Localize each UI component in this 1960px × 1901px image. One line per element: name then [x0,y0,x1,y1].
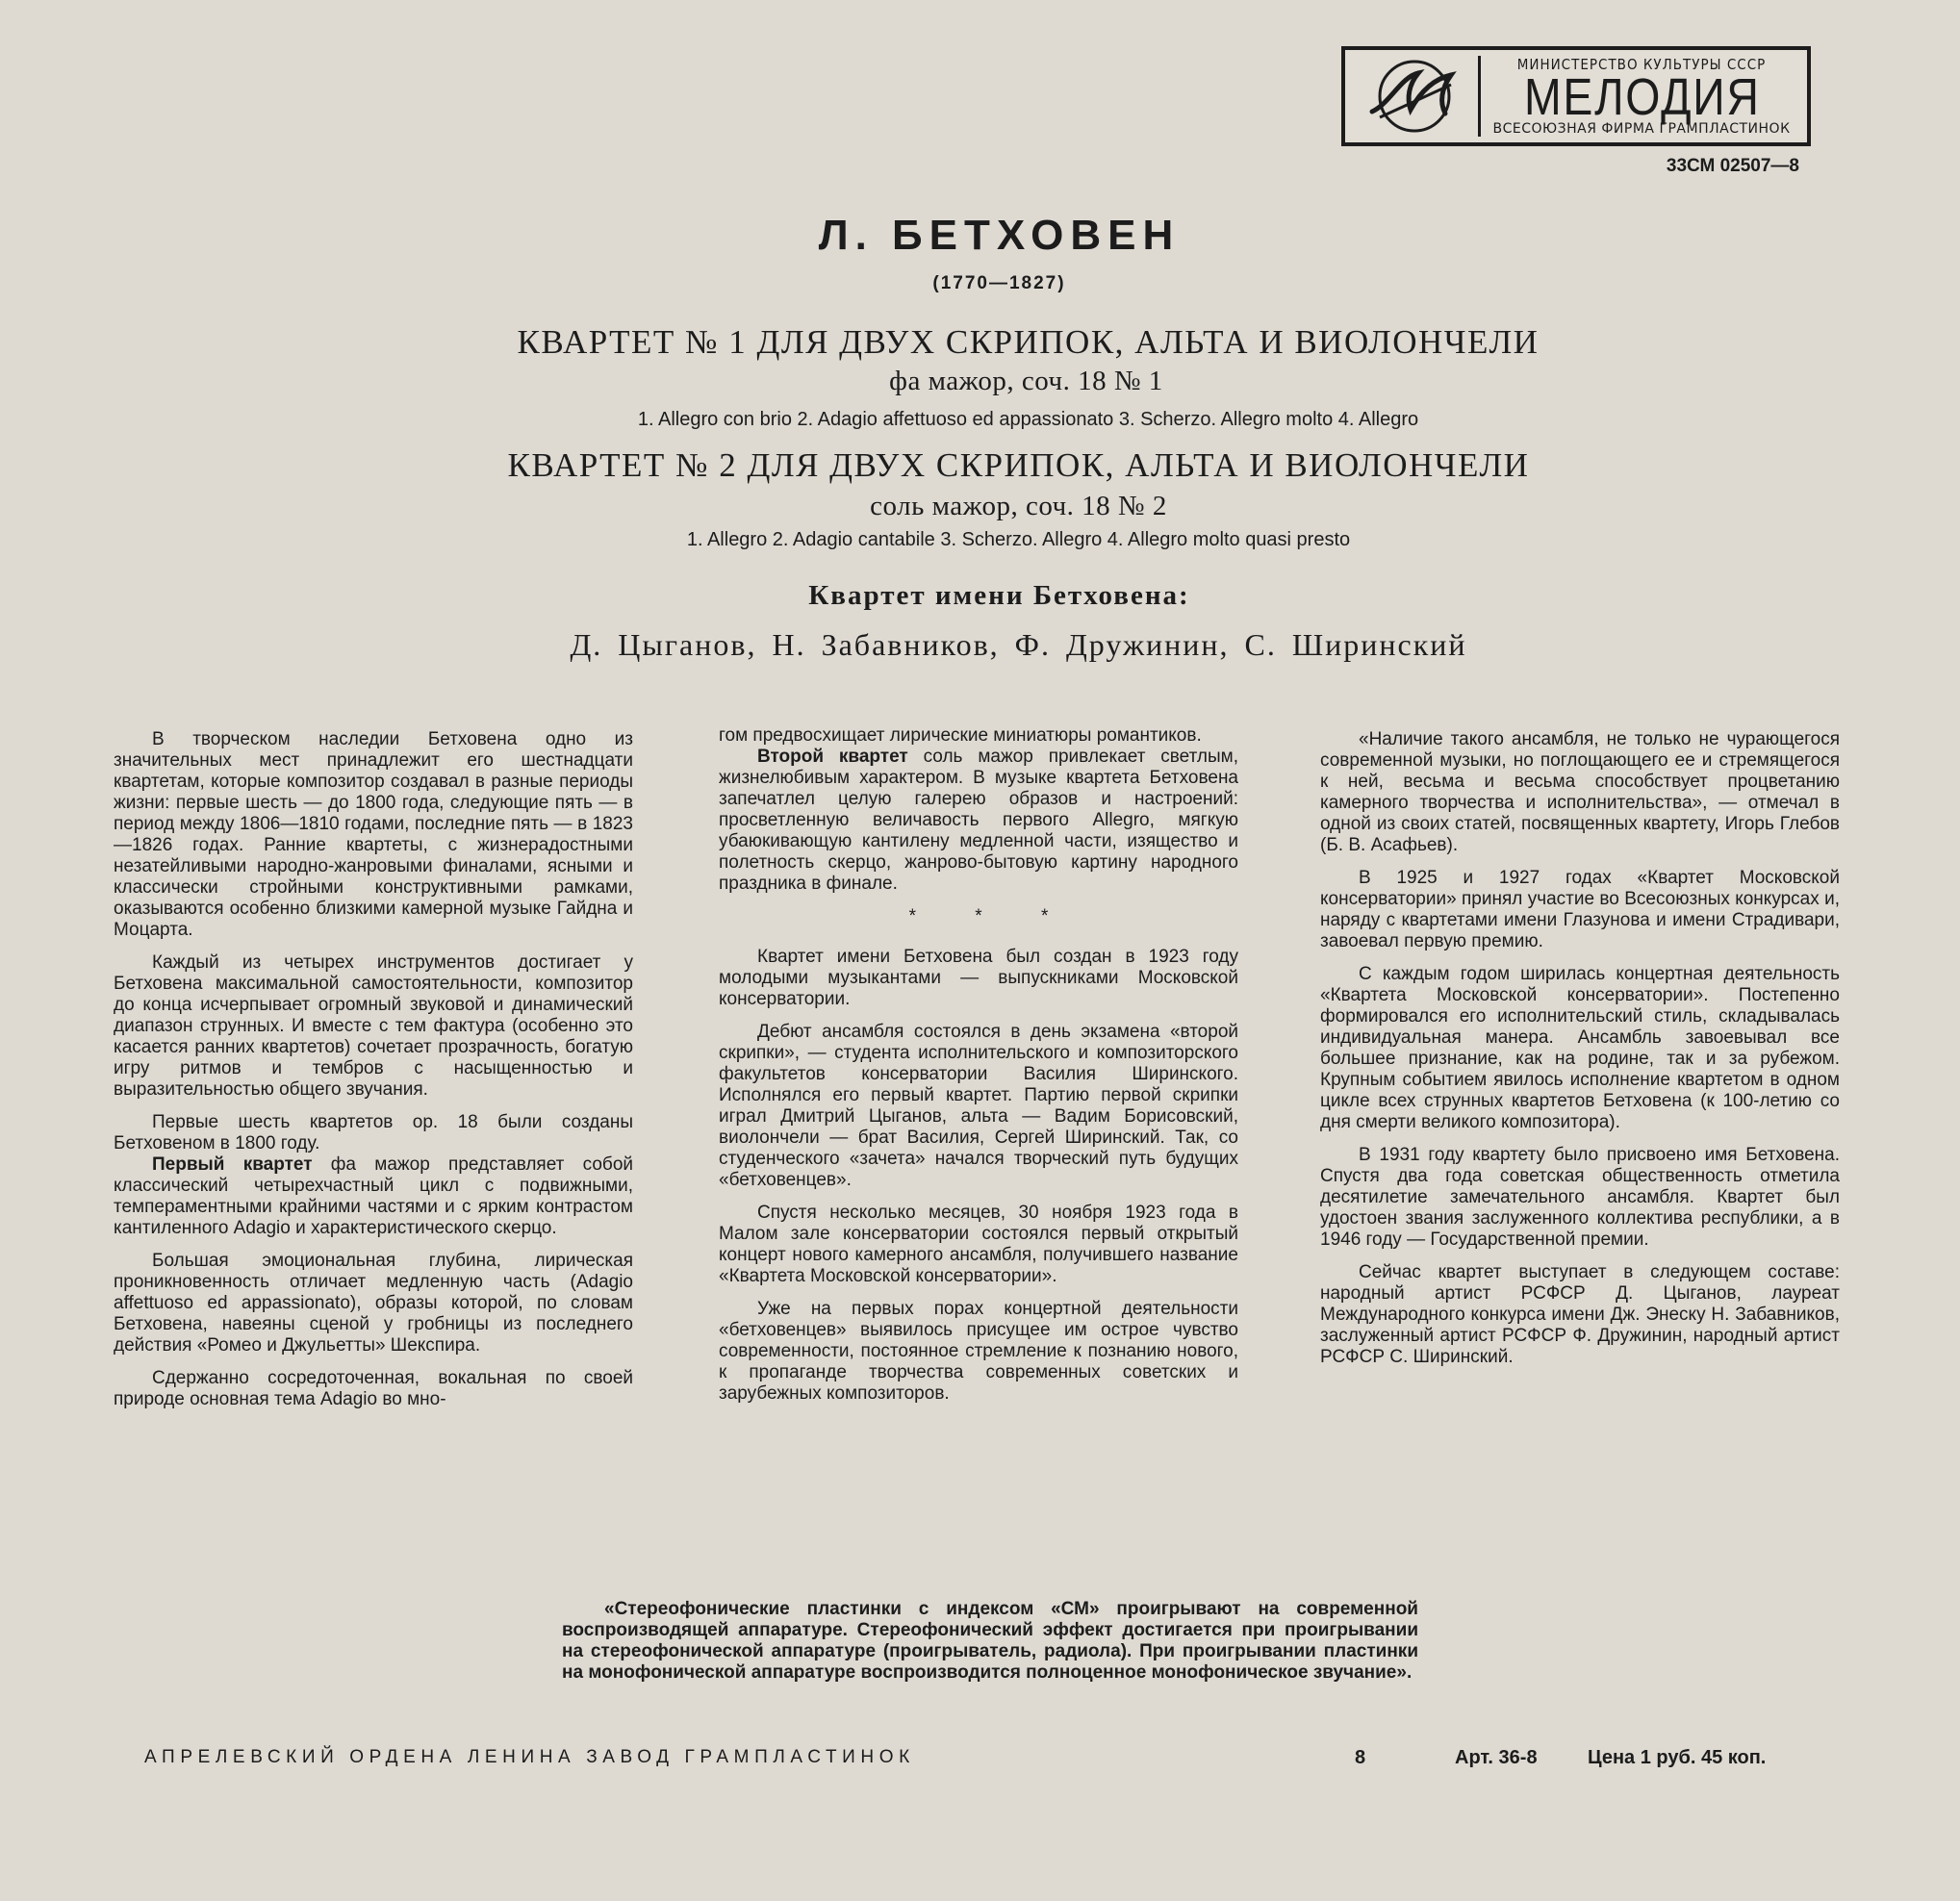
quartet-1-key: фа мажор, соч. 18 № 1 [889,366,1163,396]
composer-dates: (1770—1827) [932,273,1066,293]
paragraph: В творческом наследии Бетховена одно из значительных мест принадлежит его шестнадцати квартетам, которые композитор создавал в разные периоды жизни: первые шесть — до 1800 года, следующие пять — в период между 1806—1810 годами, последние пять — в 1823—1826 годах. Ранние квартеты, с жизнерадостными незатейливыми народно-жанровыми финалами, ясными и классически стройными конструктивными рамками, оказываются особенно близкими камерной музыке Гайдна и Моцарта. [114,729,633,940]
paragraph: Большая эмоциональная глубина, лирическая проникновенность отличает медленную часть (Adagio affettuoso ed appassionato), образы которой, по словам Бетховена, навеяны сценой у гробницы из последнего действия «Ромео и Джульетты» Шекспира. [114,1251,633,1356]
logo-brand-name: МЕЛОДИЯ [1523,68,1761,126]
paragraph: Первые шесть квартетов ор. 18 были созданы Бетховеном в 1800 году. [114,1112,633,1153]
paragraph: Дебют ансамбля состоялся в день экзамена «второй скрипки», — студента исполнительского и композиторского факультетов консерватории Василия Ширинского. Исполнялся его первый квартет. Партию первой скрипки играл Дмитрий Цыганов, альта — Вадим Борисовский, виолончели — брат Василия, Сергей Ширинский. Так, со студенческого «зачета» начался творческий путь будущих «бетховенцев». [719,1022,1238,1190]
paragraph: Квартет имени Бетховена был создан в 1923 году молодыми музыкантами — выпускниками Московской консерватории. [719,947,1238,1009]
paragraph: Уже на первых порах концертной деятельности «бетховенцев» выявилось присущее им острое чувство современности, постоянное стремление к познанию нового, к пропаганде творчества современных советских и зарубежных композиторов. [719,1299,1238,1404]
text-column-3 [1320,729,1840,1380]
factory-name: АПРЕЛЕВСКИЙ ОРДЕНА ЛЕНИНА ЗАВОД ГРАМПЛАСТИНОК [144,1747,915,1767]
melodiya-logo [1341,46,1811,146]
paragraph: Спустя несколько месяцев, 30 ноября 1923 года в Малом зале консерватории состоялся первый открытый концерт нового камерного ансамбля, получившего название «Квартета Московской консерватории». [719,1203,1238,1286]
bold-lead: Первый квартет [152,1154,313,1175]
price: Цена 1 руб. 45 коп. [1588,1747,1767,1768]
text-column-2 [719,725,1238,1416]
logo-ministry-text: МИНИСТЕРСТВО КУЛЬТУРЫ СССР [1516,56,1767,73]
paragraph: В 1931 году квартету было присвоено имя Бетховена. Спустя два года советская общественность отметила десятилетие замечательного ансамбля. Квартет был удостоен звания заслуженного коллектива республики, а в 1946 году — Государственной премии. [1320,1145,1840,1250]
paragraph: гом предвосхищает лирические миниатюры романтиков. [719,725,1202,746]
logo-brand-subtitle: ВСЕСОЮЗНАЯ ФИРМА ГРАМПЛАСТИНОК [1492,121,1791,137]
text-column-1 [114,729,633,1422]
ensemble-members: Д. Цыганов, Н. Забавников, Ф. Дружинин, С. Ширинский [570,627,1467,662]
ensemble-title: Квартет имени Бетховена: [808,580,1190,611]
quartet-2-movements: 1. Allegro 2. Adagio cantabile 3. Scherzo. Allegro 4. Allegro molto quasi presto [686,529,1351,550]
bold-lead: Второй квартет [757,747,908,767]
section-divider: * * * [908,906,1076,926]
paragraph: Сдержанно сосредоточенная, вокальная по своей природе основная тема Adagio во мно- [114,1368,633,1409]
stereo-notice: «Стереофонические пластинки с индексом «СМ» проигрывают на современной воспроизводящей аппаратуре. Стереофонический эффект достигается при проигрывании на стереофонической аппаратуре (проигрыватель, радиола). При проигрывании пластинки на монофонической аппаратуре воспроизводится полноценное монофоническое звучание». [562,1599,1418,1683]
page-number: 8 [1355,1747,1366,1768]
composer-name: Л. БЕТХОВЕН [818,212,1181,259]
melodiya-emblem-icon [1351,56,1481,137]
paragraph: В 1925 и 1927 годах «Квартет Московской консерватории» принял участие во Всесоюзных конкурсах и, наряду с квартетами имени Глазунова и имени Страдивари, завоевал первую премию. [1320,868,1840,951]
paragraph [719,747,1238,895]
catalog-number: 33СМ 02507—8 [1666,156,1799,176]
paragraph: Каждый из четырех инструментов достигает у Бетховена максимальной самостоятельности, композитор до конца исчерпывает огромный звуковой и динамический диапазон струнных. И вместе с тем фактура (особенно это касается ранних квартетов) сочетает прозрачность, богатую игру ритмов и тембров с насыщенностью и выразительностью общего звучания. [114,952,633,1100]
paragraph-text: соль мажор привлекает светлым, жизнелюбивым характером. В музыке квартета Бетховена запечатлел целую галерею образов и настроений: просветленную величавость первого Allegro, мягкую убаюкивающую кантилену медленной части, изящество и полетность скерцо, жанрово-бытовую картину народного праздника в финале. [719,747,1238,894]
paragraph [114,1154,633,1239]
paragraph-text: фа мажор представляет собой классический четырехчастный цикл с подвижными, темпераментными крайними частями и с ярким контрастом кантиленного Adagio и характеристического скерцо. [114,1154,633,1238]
article-number: Арт. 36-8 [1455,1747,1538,1768]
quartet-2-title: КВАРТЕТ № 2 ДЛЯ ДВУХ СКРИПОК, АЛЬТА И ВИОЛОНЧЕЛИ [507,446,1530,484]
quartet-1-title: КВАРТЕТ № 1 ДЛЯ ДВУХ СКРИПОК, АЛЬТА И ВИОЛОНЧЕЛИ [517,323,1540,361]
paragraph: «Наличие такого ансамбля, не только не чурающегося современной музыки, но поглощающего ее и стремящегося к ней, весьма и весьма способствует процветанию камерного творчества и исполнительства», — отмечал в одной из своих статей, посвященных квартету, Игорь Глебов (Б. В. Асафьев). [1320,729,1840,855]
paragraph: С каждым годом ширилась концертная деятельность «Квартета Московской консерватории». Постепенно формировался его исполнительский стиль, складывалась индивидуальная манера. Ансамбль завоевывал все большее признание, как на родине, так и за рубежом. Крупным событием явилось исполнение квартетом в одном цикле всех струнных квартетов Бетховена (к 100-летию со дня смерти великого композитора). [1320,964,1840,1132]
paragraph: Сейчас квартет выступает в следующем составе: народный артист РСФСР Д. Цыганов, лауреат Международного конкурса имени Дж. Энеску Н. Забавников, заслуженный артист РСФСР Ф. Дружинин, народный артист РСФСР С. Ширинский. [1320,1262,1840,1367]
quartet-1-movements: 1. Allegro con brio 2. Adagio affettuoso ed appassionato 3. Scherzo. Allegro molto 4. Allegro [637,409,1419,430]
quartet-2-key: соль мажор, соч. 18 № 2 [870,491,1167,521]
